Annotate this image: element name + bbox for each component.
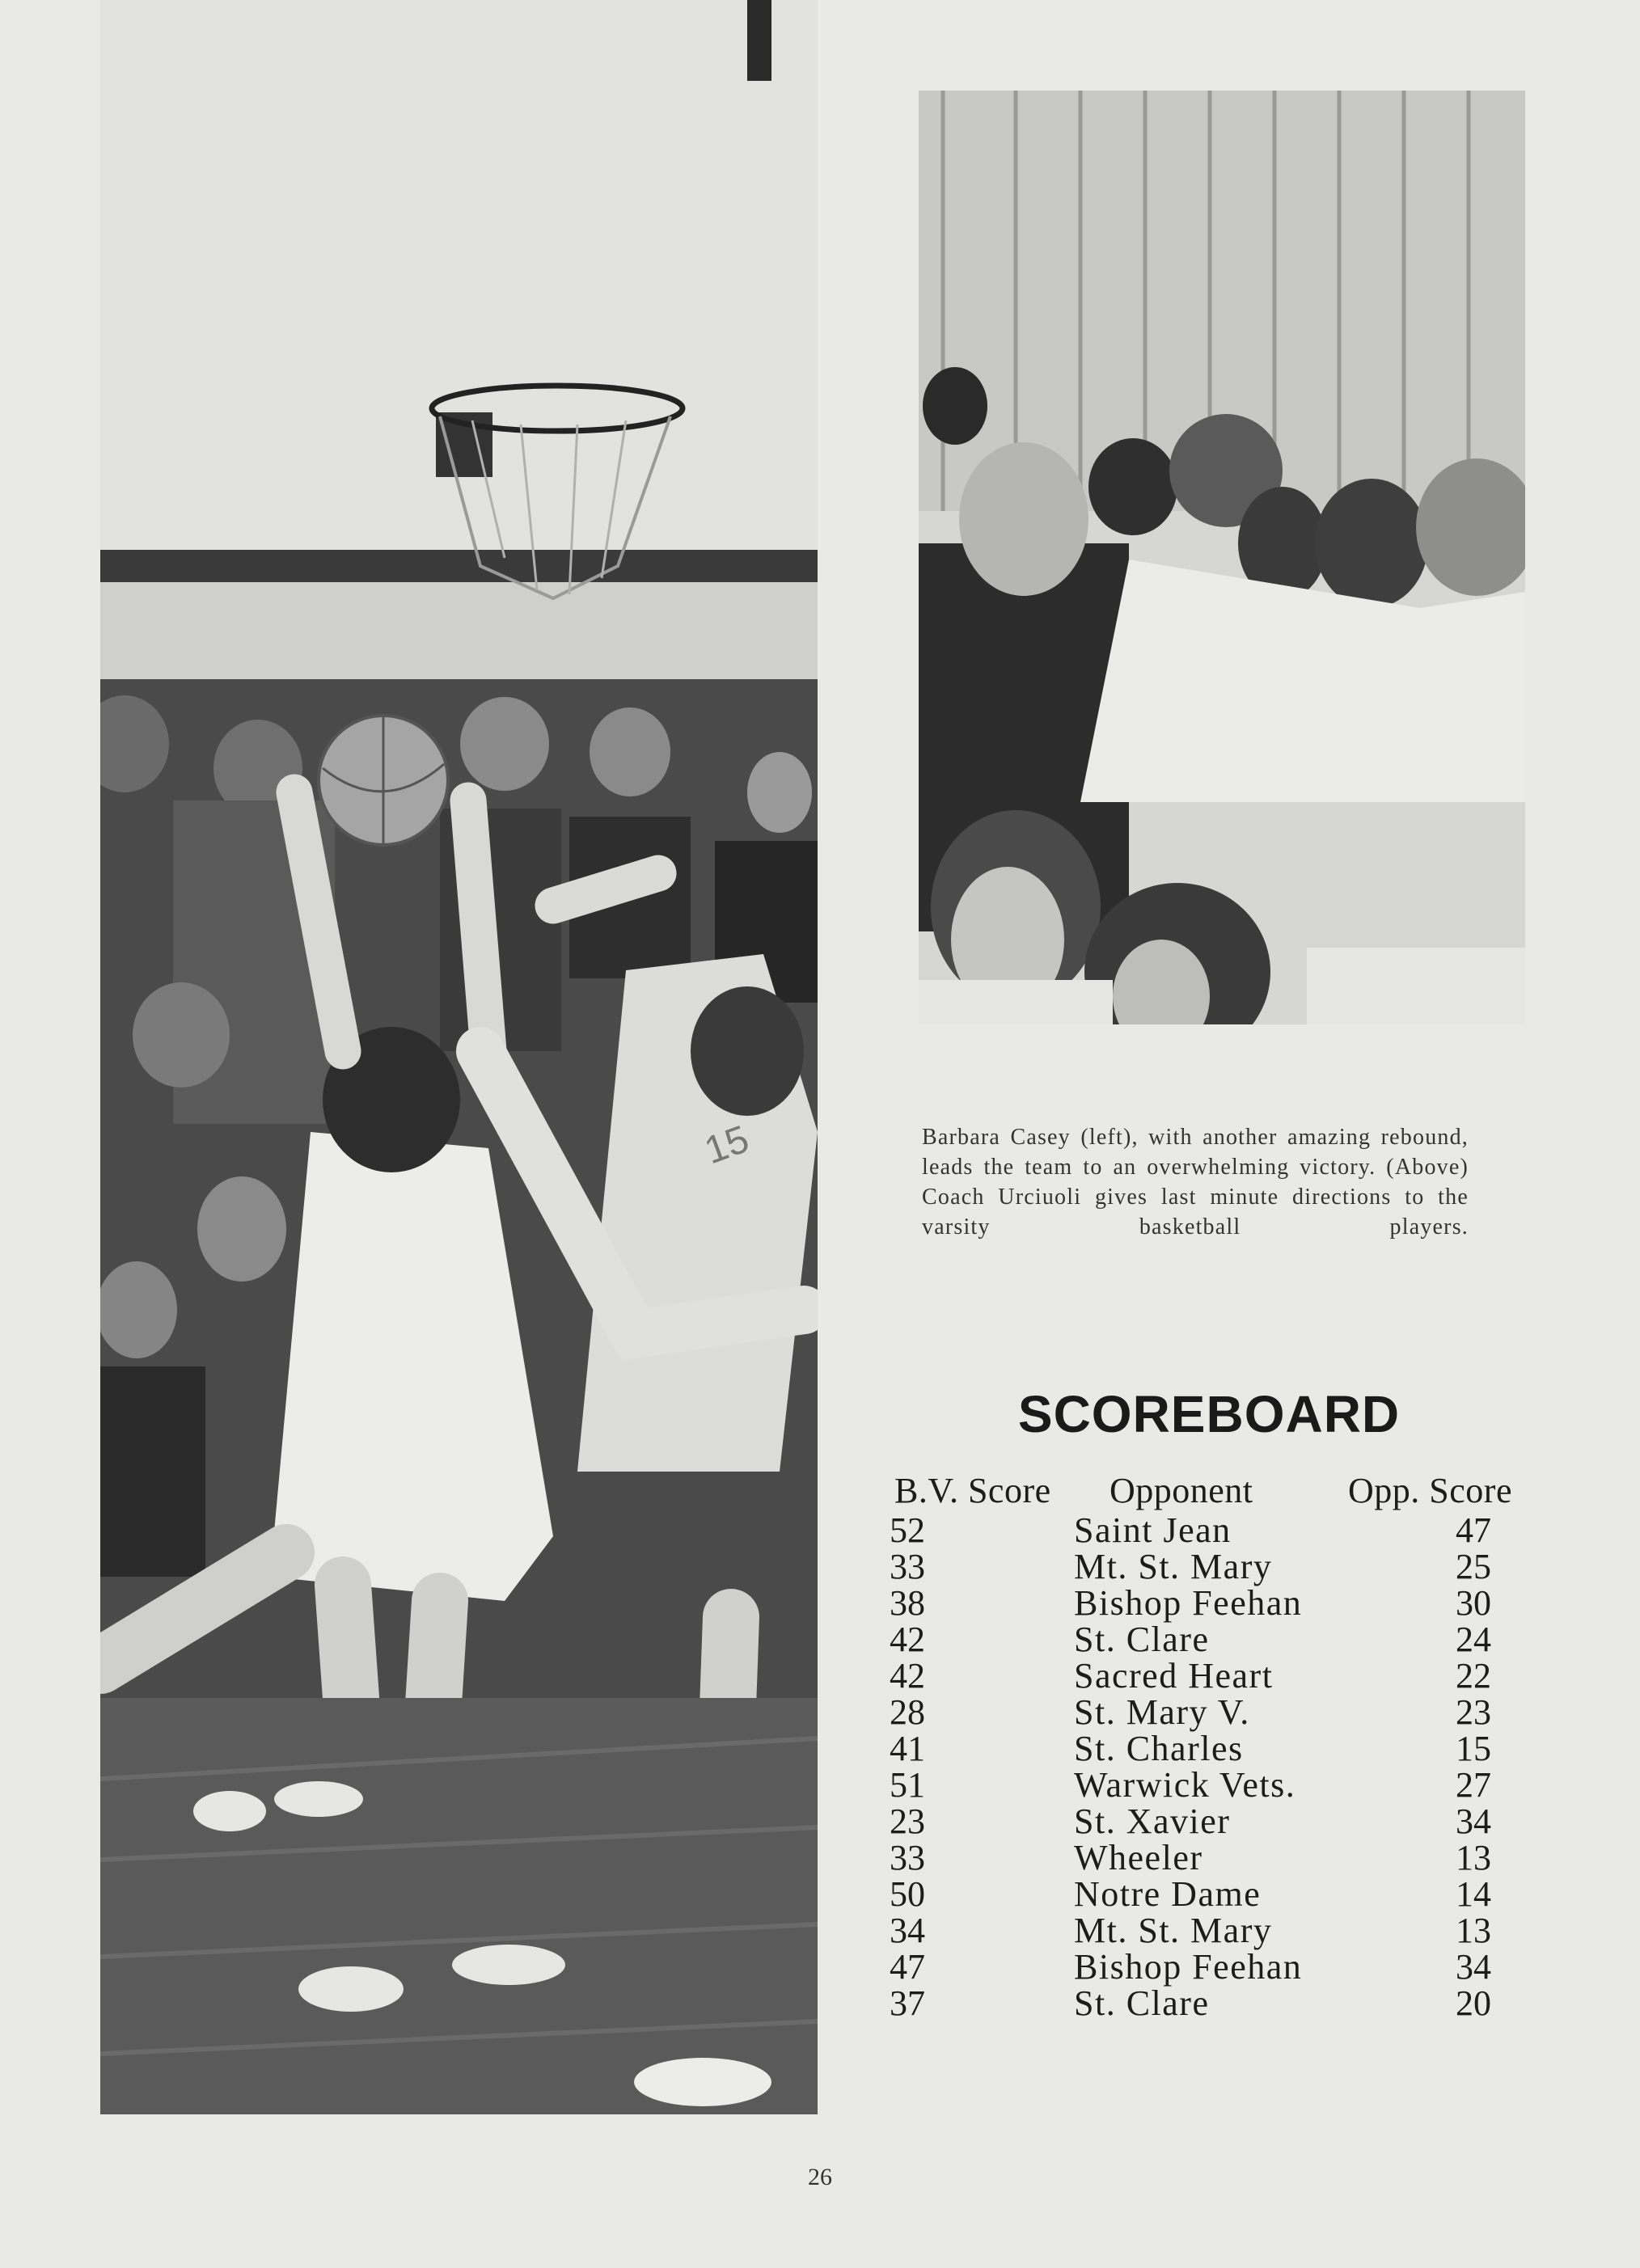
bv-score-cell: 33 xyxy=(890,1547,925,1586)
opponent-cell: Mt. St. Mary xyxy=(1074,1547,1273,1586)
bv-score-cell: 41 xyxy=(890,1729,925,1768)
photo-caption: Barbara Casey (left), with another amazing rebound, leads the team to an overwhelming victory. (Above) Coach Urciuoli gives last minute directions to the varsity basketball players. xyxy=(922,1125,1469,1240)
opponent-cell: St. Xavier xyxy=(1074,1801,1231,1841)
coach-and-team-photo xyxy=(919,91,1525,1024)
opponent-cell: Sacred Heart xyxy=(1074,1656,1274,1696)
table-row xyxy=(890,1949,1504,1985)
opponent-cell: Bishop Feehan xyxy=(1074,1947,1303,1987)
opp-score-cell: 24 xyxy=(1456,1620,1491,1659)
bv-score-cell: 37 xyxy=(890,1983,925,2023)
bv-score-cell: 42 xyxy=(890,1656,925,1696)
bv-score-cell: 51 xyxy=(890,1765,925,1805)
bv-score-cell: 23 xyxy=(890,1801,925,1841)
table-row xyxy=(890,1985,1504,2021)
bv-score-cell: 34 xyxy=(890,1911,925,1950)
opp-score-cell: 14 xyxy=(1456,1874,1491,1914)
header-opp-score: Opp. Score xyxy=(1348,1471,1512,1510)
page-number: 26 xyxy=(808,2164,832,2190)
opp-score-cell: 34 xyxy=(1456,1947,1491,1987)
opp-score-cell: 22 xyxy=(1456,1656,1491,1696)
opp-score-cell: 30 xyxy=(1456,1583,1491,1623)
table-row xyxy=(890,1803,1504,1839)
bv-score-cell: 52 xyxy=(890,1510,925,1550)
bv-score-cell: 28 xyxy=(890,1692,925,1732)
opp-score-cell: 34 xyxy=(1456,1801,1491,1841)
table-row xyxy=(890,1839,1504,1876)
table-row xyxy=(890,1730,1504,1767)
bv-score-cell: 33 xyxy=(890,1838,925,1877)
scoreboard-header-row xyxy=(890,1470,1512,1512)
bv-score-cell: 38 xyxy=(890,1583,925,1623)
table-row xyxy=(890,1767,1504,1803)
opp-score-cell: 47 xyxy=(1456,1510,1491,1550)
opponent-cell: St. Charles xyxy=(1074,1729,1244,1768)
opp-score-cell: 15 xyxy=(1456,1729,1491,1768)
opp-score-cell: 23 xyxy=(1456,1692,1491,1732)
bv-score-cell: 42 xyxy=(890,1620,925,1659)
basketball-game-photo xyxy=(100,0,818,2114)
table-row xyxy=(890,1658,1504,1694)
table-row xyxy=(890,1621,1504,1658)
table-row xyxy=(890,1548,1504,1585)
opp-score-cell: 27 xyxy=(1456,1765,1491,1805)
jersey-number: 15 xyxy=(699,1117,754,1173)
opponent-cell: Wheeler xyxy=(1074,1838,1203,1877)
table-row xyxy=(890,1912,1504,1949)
opponent-cell: St. Clare xyxy=(1074,1983,1210,2023)
opponent-cell: Saint Jean xyxy=(1074,1510,1232,1550)
table-row xyxy=(890,1694,1504,1730)
header-opponent: Opponent xyxy=(1110,1471,1253,1510)
scoreboard-title: SCOREBOARD xyxy=(1017,1385,1401,1443)
opp-score-cell: 13 xyxy=(1456,1838,1491,1877)
bv-score-cell: 50 xyxy=(890,1874,925,1914)
opponent-cell: Bishop Feehan xyxy=(1074,1583,1303,1623)
opponent-cell: Warwick Vets. xyxy=(1074,1765,1296,1805)
opp-score-cell: 25 xyxy=(1456,1547,1491,1586)
scoreboard-rows xyxy=(890,1512,1504,2021)
opp-score-cell: 13 xyxy=(1456,1911,1491,1950)
header-bv-score: B.V. Score xyxy=(894,1471,1051,1510)
table-row xyxy=(890,1876,1504,1912)
scoreboard-table xyxy=(890,1470,1512,2023)
opponent-cell: St. Mary V. xyxy=(1074,1692,1250,1732)
opponent-cell: St. Clare xyxy=(1074,1620,1210,1659)
bv-score-cell: 47 xyxy=(890,1947,925,1987)
table-row xyxy=(890,1585,1504,1621)
opponent-cell: Notre Dame xyxy=(1074,1874,1262,1914)
table-row xyxy=(890,1512,1504,1548)
opponent-cell: Mt. St. Mary xyxy=(1074,1911,1273,1950)
opp-score-cell: 20 xyxy=(1456,1983,1491,2023)
